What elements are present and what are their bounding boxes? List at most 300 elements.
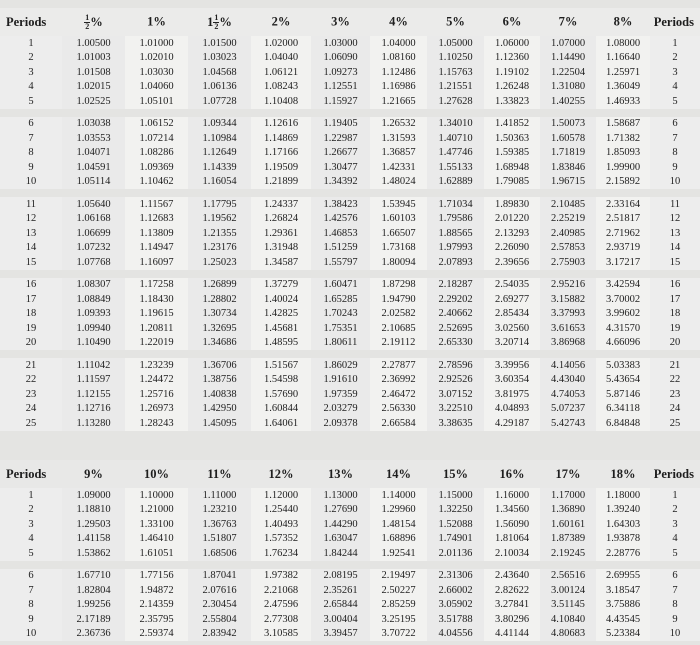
factor-cell: 1.03000 [311,36,370,51]
factor-cell: 1.12683 [125,212,188,227]
factor-cell: 1.71819 [540,146,596,161]
period-cell: 2 [0,51,62,66]
compound-interest-table-2 [0,460,700,641]
period-cell: 18 [0,307,62,322]
factor-cell: 1.29361 [251,226,311,241]
factor-cell: 3.07152 [427,387,484,402]
period-cell: 6 [650,117,700,132]
factor-cell: 3.22510 [427,402,484,417]
period-cell: 9 [650,612,700,627]
factor-cell: 1.07768 [62,255,125,270]
factor-cell: 1.04060 [125,80,188,95]
factor-cell: 3.05902 [427,598,484,613]
period-cell: 22 [650,373,700,388]
factor-cell: 4.04556 [427,627,484,642]
factor-cell: 5.03383 [596,358,650,373]
factor-cell: 2.92526 [427,373,484,388]
factor-cell: 1.12551 [311,80,370,95]
factor-cell: 1.45681 [251,321,311,336]
period-cell: 2 [650,51,700,66]
factor-cell: 1.13000 [311,488,370,503]
factor-cell: 1.33823 [484,94,540,109]
factor-cell: 1.20811 [125,321,188,336]
spacer-cell [427,189,484,197]
factor-cell: 1.32695 [188,321,251,336]
factor-cell: 1.09393 [62,307,125,322]
period-cell: 1 [0,488,62,503]
factor-cell: 1.42825 [251,307,311,322]
factor-cell: 1.12360 [484,51,540,66]
rate-header: 9% [62,460,125,488]
factor-cell: 1.30734 [188,307,251,322]
factor-cell: 1.40255 [540,94,596,109]
factor-cell: 2.56516 [540,569,596,584]
rate-header [596,8,650,36]
spacer-cell [484,561,540,569]
factor-cell: 1.24337 [251,197,311,212]
factor-cell: 3.27841 [484,598,540,613]
table-row [0,373,700,388]
factor-cell: 1.80094 [370,255,427,270]
factor-cell: 2.30454 [188,598,251,613]
period-cell: 20 [650,336,700,351]
period-cell: 8 [0,598,62,613]
header-row [0,8,700,36]
periods-header: Periods [0,8,62,36]
period-cell: 8 [650,146,700,161]
factor-cell: 1.09000 [62,488,125,503]
factor-cell: 1.12000 [251,488,311,503]
factor-cell: 1.80611 [311,336,370,351]
factor-cell: 1.75351 [311,321,370,336]
factor-cell: 1.51567 [251,358,311,373]
factor-cell: 1.92541 [370,546,427,561]
period-cell: 20 [0,336,62,351]
factor-cell: 2.15892 [596,175,650,190]
period-cell: 7 [0,583,62,598]
factor-cell: 1.60578 [540,131,596,146]
rate-header: 16% [484,460,540,488]
factor-cell: 1.16986 [370,80,427,95]
factor-cell: 1.51807 [188,532,251,547]
factor-cell: 1.36857 [370,146,427,161]
factor-cell: 1.40710 [427,131,484,146]
period-cell: 7 [650,131,700,146]
period-cell: 9 [650,160,700,175]
factor-cell: 1.59385 [484,146,540,161]
factor-cell: 1.39240 [596,503,650,518]
factor-cell: 1.34392 [311,175,370,190]
factor-cell: 1.06000 [484,36,540,51]
factor-cell: 1.18810 [62,503,125,518]
spacer-cell [188,561,251,569]
factor-cell: 1.19562 [188,212,251,227]
spacer-cell [251,270,311,278]
table-row [0,241,700,256]
period-cell: 10 [650,175,700,190]
factor-cell: 1.23176 [188,241,251,256]
table-row [0,146,700,161]
table-row [0,627,700,642]
spacer-cell [125,270,188,278]
factor-cell: 1.54598 [251,373,311,388]
period-cell: 11 [650,197,700,212]
factor-cell: 2.71962 [596,226,650,241]
factor-cell: 1.11597 [62,373,125,388]
factor-cell: 1.99256 [62,598,125,613]
factor-cell: 2.08195 [311,569,370,584]
factor-cell: 1.01508 [62,65,125,80]
factor-cell: 1.24472 [125,373,188,388]
factor-cell: 1.01000 [125,36,188,51]
period-cell: 21 [0,358,62,373]
spacer-cell [427,561,484,569]
spacer-cell [311,189,370,197]
factor-cell: 1.30477 [311,160,370,175]
factor-cell: 5.43654 [596,373,650,388]
period-cell: 6 [0,117,62,132]
factor-cell: 2.10034 [484,546,540,561]
factor-cell: 1.10000 [125,488,188,503]
factor-cell: 1.22504 [540,65,596,80]
period-cell: 4 [0,80,62,95]
factor-cell: 1.27628 [427,94,484,109]
table-row [0,278,700,293]
factor-cell: 1.23210 [188,503,251,518]
spacer-cell [0,561,62,569]
factor-cell: 1.15000 [427,488,484,503]
table-row [0,175,700,190]
factor-cell: 1.37279 [251,278,311,293]
rate-whole: 8% [613,14,633,29]
factor-cell: 2.19245 [540,546,596,561]
rate-header: 11% [188,460,251,488]
period-cell: 10 [0,627,62,642]
factor-cell: 1.38423 [311,197,370,212]
rate-header [125,8,188,36]
factor-cell: 1.50363 [484,131,540,146]
factor-cell: 1.05640 [62,197,125,212]
factor-cell: 1.53945 [370,197,427,212]
factor-cell: 1.21665 [370,94,427,109]
table-row [0,517,700,532]
factor-cell: 1.84244 [311,546,370,561]
factor-cell: 1.34010 [427,117,484,132]
period-cell: 9 [0,612,62,627]
rate-header [251,8,311,36]
factor-cell: 1.89830 [484,197,540,212]
period-cell: 15 [650,255,700,270]
factor-cell: 1.10462 [125,175,188,190]
fraction-numerator: 1 [214,12,219,22]
factor-cell: 1.19405 [311,117,370,132]
period-cell: 13 [0,226,62,241]
period-cell: 17 [0,292,62,307]
factor-cell: 3.20714 [484,336,540,351]
spacer-cell [0,270,62,278]
factor-cell: 1.31948 [251,241,311,256]
factor-cell: 1.25440 [251,503,311,518]
factor-cell: 1.26677 [311,146,370,161]
period-cell: 5 [650,94,700,109]
factor-cell: 1.40838 [188,387,251,402]
factor-cell: 1.17000 [540,488,596,503]
factor-cell: 1.63047 [311,532,370,547]
factor-cell: 1.60161 [540,517,596,532]
spacer-cell [251,350,311,358]
factor-cell: 3.51788 [427,612,484,627]
factor-cell: 3.39457 [311,627,370,642]
table-row [0,358,700,373]
factor-cell: 1.06168 [62,212,125,227]
factor-cell: 4.80683 [540,627,596,642]
factor-cell: 1.36049 [596,80,650,95]
factor-cell: 1.12649 [188,146,251,161]
factor-cell: 3.37993 [540,307,596,322]
factor-cell: 2.18287 [427,278,484,293]
period-cell: 1 [0,36,62,51]
spacer-cell [188,189,251,197]
spacer-cell [540,270,596,278]
factor-cell: 2.21068 [251,583,311,598]
rate-header [370,8,427,36]
factor-cell: 1.11000 [188,488,251,503]
factor-cell: 1.53862 [62,546,125,561]
factor-cell: 1.08307 [62,278,125,293]
table-row [0,612,700,627]
spacer-cell [311,561,370,569]
rate-percent-sign: % [90,14,103,29]
spacer-cell [650,270,700,278]
rate-percent-sign: % [219,14,232,29]
factor-cell: 1.10490 [62,336,125,351]
rate-whole: 6% [502,14,522,29]
table-row [0,131,700,146]
factor-cell: 4.14056 [540,358,596,373]
factor-cell: 3.99602 [596,307,650,322]
factor-cell: 3.51145 [540,598,596,613]
period-cell: 14 [650,241,700,256]
factor-cell: 3.10585 [251,627,311,642]
factor-cell: 1.08849 [62,292,125,307]
factor-cell: 1.12616 [251,117,311,132]
spacer-cell [62,109,125,117]
period-cell: 3 [0,65,62,80]
factor-cell: 2.07893 [427,255,484,270]
factor-cell: 2.66002 [427,583,484,598]
factor-cell: 1.01003 [62,51,125,66]
spacer-cell [188,109,251,117]
period-cell: 15 [0,255,62,270]
factor-cell: 1.16640 [596,51,650,66]
factor-cell: 1.12716 [62,402,125,417]
factor-cell: 1.44290 [311,517,370,532]
factor-cell: 3.02560 [484,321,540,336]
factor-cell: 1.04000 [370,36,427,51]
factor-cell: 1.76234 [251,546,311,561]
rate-whole: 5% [446,14,465,29]
periods-header: Periods [650,8,700,36]
factor-cell: 1.23239 [125,358,188,373]
rate-whole: 2% [271,14,291,29]
spacer-cell [62,270,125,278]
spacer-cell [650,561,700,569]
factor-cell: 1.10984 [188,131,251,146]
table-row [0,503,700,518]
factor-cell: 1.27690 [311,503,370,518]
factor-cell: 3.38635 [427,416,484,431]
factor-cell: 1.73168 [370,241,427,256]
fraction-denominator: 2 [85,21,90,31]
factor-cell: 3.60354 [484,373,540,388]
factor-cell: 2.17189 [62,612,125,627]
factor-cell: 2.95216 [540,278,596,293]
period-cell: 1 [650,36,700,51]
factor-cell: 1.40493 [251,517,311,532]
factor-cell: 1.74901 [427,532,484,547]
factor-cell: 1.26973 [125,402,188,417]
factor-cell: 1.16000 [484,488,540,503]
factor-cell: 6.34118 [596,402,650,417]
table-row [0,583,700,598]
factor-cell: 1.40024 [251,292,311,307]
factor-cell: 2.77308 [251,612,311,627]
factor-cell: 4.43545 [596,612,650,627]
table-row [0,336,700,351]
period-cell: 1 [650,488,700,503]
factor-cell: 1.04568 [188,65,251,80]
spacer-cell [484,189,540,197]
factor-cell: 2.57853 [540,241,596,256]
factor-cell: 2.75903 [540,255,596,270]
factor-cell: 1.09369 [125,160,188,175]
factor-cell: 1.04040 [251,51,311,66]
factor-cell: 1.10250 [427,51,484,66]
factor-cell: 2.66584 [370,416,427,431]
factor-cell: 1.07214 [125,131,188,146]
factor-cell: 1.68948 [484,160,540,175]
table-row [0,598,700,613]
period-cell: 12 [0,212,62,227]
spacer-cell [0,350,62,358]
factor-cell: 1.26824 [251,212,311,227]
factor-cell: 1.48024 [370,175,427,190]
factor-cell: 2.59374 [125,627,188,642]
factor-cell: 2.35261 [311,583,370,598]
rate-whole: 7% [558,14,578,29]
factor-cell: 1.03023 [188,51,251,66]
factor-cell: 1.14490 [540,51,596,66]
factor-cell: 2.33164 [596,197,650,212]
factor-cell: 1.19509 [251,160,311,175]
spacer-cell [370,109,427,117]
factor-cell: 1.50073 [540,117,596,132]
rate-header [188,8,251,36]
factor-cell: 3.17217 [596,255,650,270]
factor-cell: 3.81975 [484,387,540,402]
spacer-cell [311,270,370,278]
factor-cell: 2.56330 [370,402,427,417]
factor-cell: 1.97993 [427,241,484,256]
factor-cell: 1.32250 [427,503,484,518]
factor-cell: 1.99900 [596,160,650,175]
period-cell: 5 [650,546,700,561]
period-cell: 2 [650,503,700,518]
period-cell: 8 [0,146,62,161]
spacer-cell [596,109,650,117]
factor-cell: 1.21355 [188,226,251,241]
factor-cell: 1.12155 [62,387,125,402]
table-row [0,255,700,270]
period-cell: 16 [650,278,700,293]
spacer-cell [596,270,650,278]
factor-cell: 3.86968 [540,336,596,351]
factor-cell: 1.01500 [188,36,251,51]
factor-cell: 1.28802 [188,292,251,307]
factor-cell: 2.03279 [311,402,370,417]
factor-cell: 1.10408 [251,94,311,109]
factor-cell: 1.33100 [125,517,188,532]
spacer-cell [427,350,484,358]
factor-cell: 2.43640 [484,569,540,584]
period-cell: 8 [650,598,700,613]
factor-cell: 1.81064 [484,532,540,547]
rate-header [540,8,596,36]
factor-cell: 1.08286 [125,146,188,161]
period-cell: 6 [0,569,62,584]
factor-cell: 1.47746 [427,146,484,161]
factor-cell: 2.78596 [427,358,484,373]
factor-cell: 2.02582 [370,307,427,322]
factor-cell: 4.04893 [484,402,540,417]
factor-cell: 1.14947 [125,241,188,256]
rate-header: 18% [596,460,650,488]
factor-cell: 5.23384 [596,627,650,642]
factor-cell: 1.97382 [251,569,311,584]
factor-cell: 1.31593 [370,131,427,146]
factor-cell: 1.26899 [188,278,251,293]
factor-cell: 1.07000 [540,36,596,51]
spacer-cell [484,270,540,278]
factor-cell: 1.52088 [427,517,484,532]
factor-cell: 2.65844 [311,598,370,613]
factor-cell: 1.05101 [125,94,188,109]
group-spacer [0,350,700,358]
factor-cell: 1.14000 [370,488,427,503]
table-row [0,117,700,132]
factor-cell: 1.86029 [311,358,370,373]
factor-cell: 1.34686 [188,336,251,351]
factor-cell: 1.68506 [188,546,251,561]
factor-cell: 1.06136 [188,80,251,95]
spacer-cell [125,350,188,358]
spacer-cell [596,561,650,569]
period-cell: 22 [0,373,62,388]
period-cell: 19 [650,321,700,336]
factor-cell: 2.01220 [484,212,540,227]
spacer-cell [0,189,62,197]
period-cell: 10 [0,175,62,190]
factor-cell: 1.34587 [251,255,311,270]
factor-cell: 2.27877 [370,358,427,373]
factor-cell: 2.40985 [540,226,596,241]
period-cell: 7 [0,131,62,146]
factor-cell: 1.42331 [370,160,427,175]
factor-cell: 1.03038 [62,117,125,132]
factor-cell: 1.25716 [125,387,188,402]
table-row [0,488,700,503]
period-cell: 18 [650,307,700,322]
